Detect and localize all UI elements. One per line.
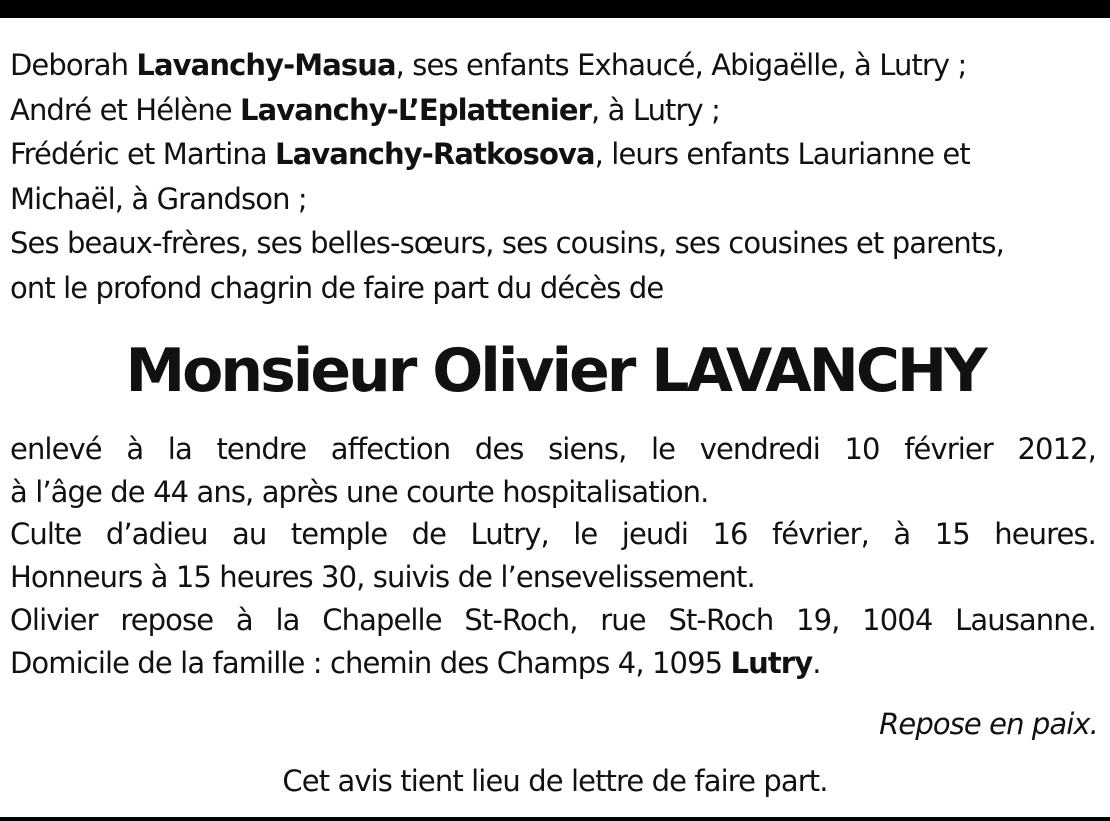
family-line-1-rest: , ses enfants Exhaucé, Abigaëlle, à Lutry ;	[395, 48, 967, 82]
details-line-6	[10, 642, 1096, 685]
top-border-rule	[0, 0, 1110, 18]
closing-phrase: Repose en paix.	[879, 707, 1098, 741]
family-line-3	[10, 132, 1100, 177]
bottom-border-rule	[0, 817, 1110, 821]
deceased-name-heading: Monsieur Olivier LAVANCHY	[125, 336, 985, 406]
details-line-3: Culte d’adieu au temple de Lutry, le jeudi 16 février, à 15 heures.	[10, 517, 1096, 552]
family-line-2	[10, 88, 1100, 133]
family-line-3-first-name: Frédéric et Martina	[10, 137, 276, 172]
family-announcement	[10, 43, 1100, 311]
family-line-5: Ses beaux-frères, ses belles-sœurs, ses cousins, ses cousines et parents,	[10, 226, 1004, 261]
details-line-5: Olivier repose à la Chapelle St-Roch, rue St-Roch 19, 1004 Lausanne.	[10, 602, 1096, 637]
details-line-4: Honneurs à 15 heures 30, suivis de l’ensevelissement.	[10, 560, 755, 595]
details-line-1: enlevé à la tendre affection des siens, le vendredi 10 février 2012,	[10, 432, 1096, 466]
family-line-4: Michaël, à Grandson ;	[10, 181, 307, 216]
family-line-2-rest: , à Lutry ;	[591, 92, 720, 127]
family-line-3-rest: , leurs enfants Laurianne et	[594, 137, 970, 172]
notice-statement: Cet avis tient lieu de lettre de faire part.	[282, 764, 828, 798]
family-line-6: ont le profond chagrin de faire part du décès de	[10, 270, 664, 305]
family-line-1-surname: Lavanchy-Masua	[136, 48, 396, 82]
family-line-3-surname: Lavanchy-Ratkosova	[275, 137, 595, 172]
details-line-6-text: Domicile de la famille : chemin des Champs 4, 1095	[10, 645, 731, 680]
family-line-1	[10, 43, 1100, 88]
family-line-1-first-name: Deborah	[10, 48, 137, 82]
family-line-2-first-name: André et Hélène	[10, 92, 240, 127]
family-line-2-surname: Lavanchy-L’Eplattenier	[240, 92, 591, 127]
funeral-details	[10, 428, 1096, 684]
details-line-6-town: Lutry	[730, 645, 813, 680]
details-line-2: à l’âge de 44 ans, après une courte hospitalisation.	[10, 474, 709, 509]
details-line-6-end: .	[812, 645, 821, 680]
